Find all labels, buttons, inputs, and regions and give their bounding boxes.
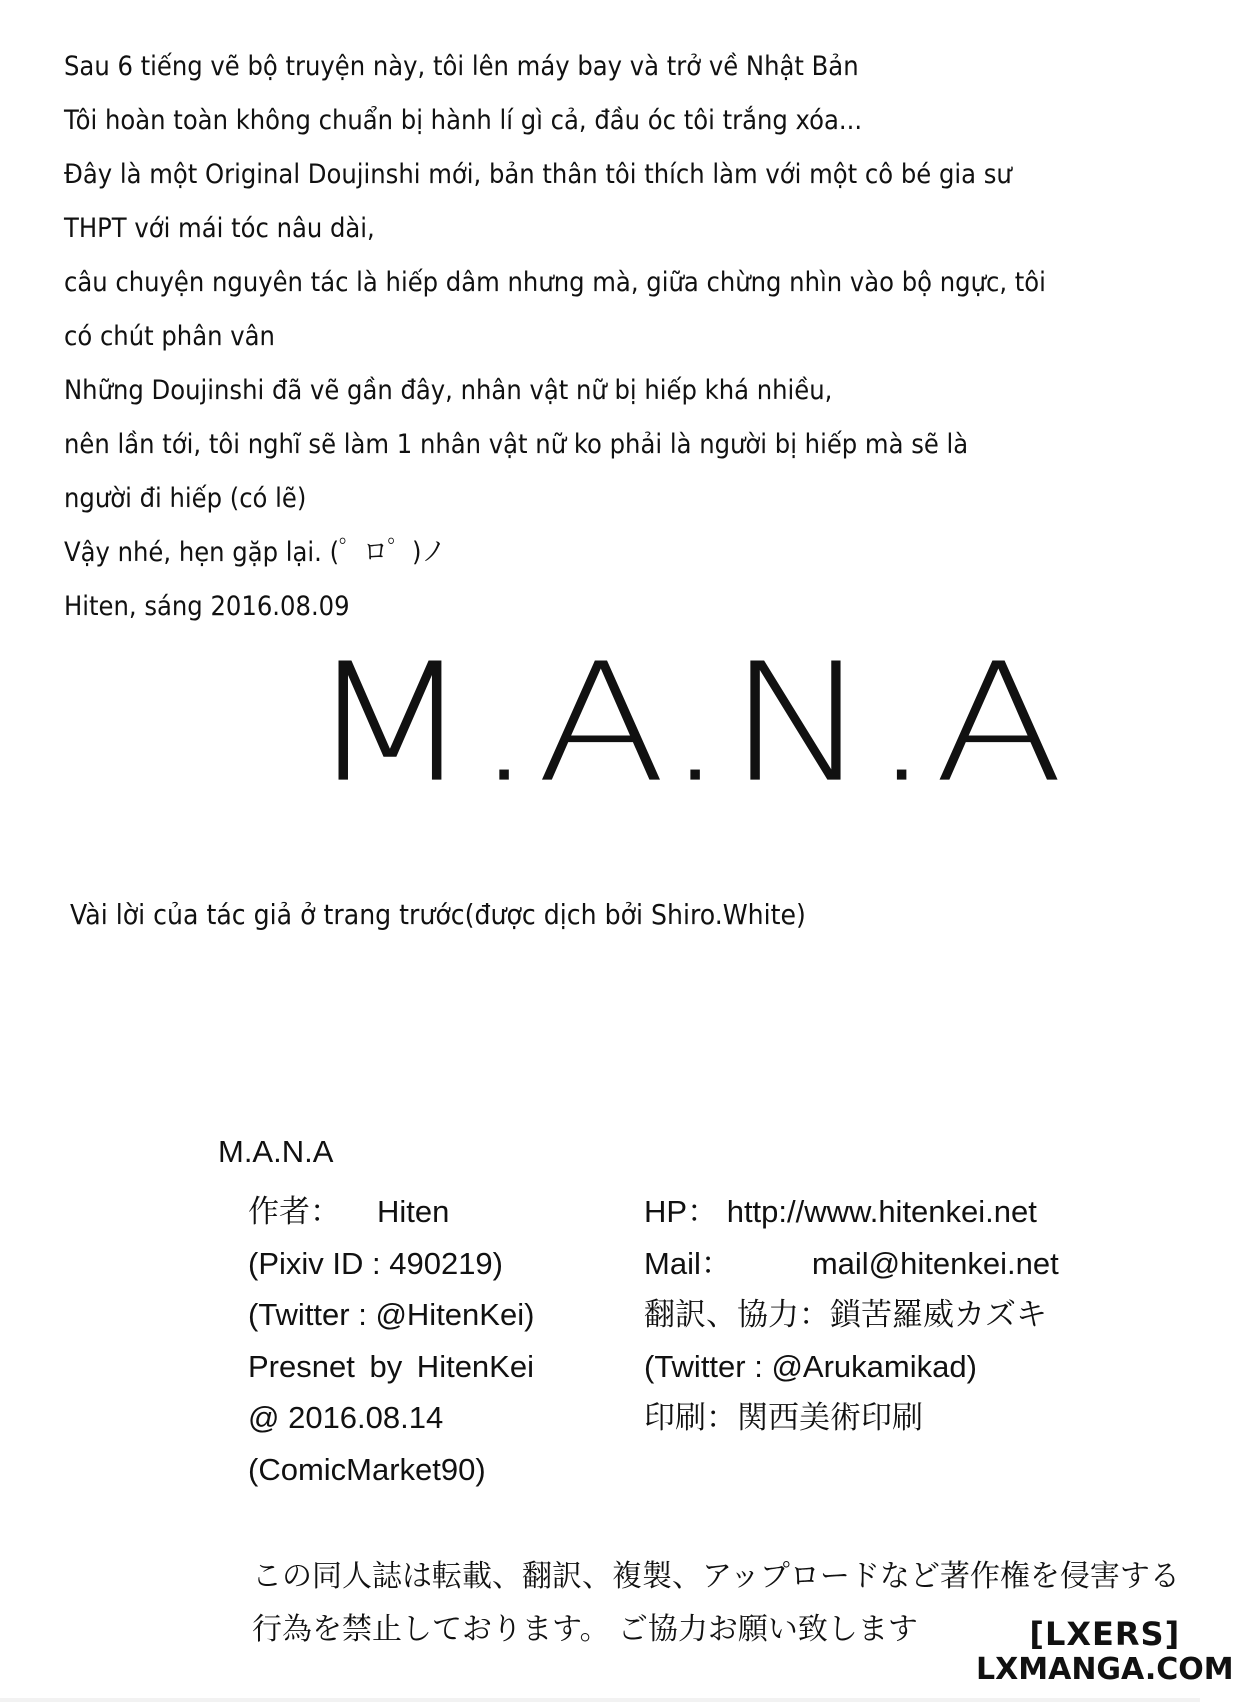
notice-line: この同人誌は転載、翻訳、複製、アップロードなど著作権を侵害する (252, 1560, 1180, 1593)
watermark-line2: LXMANGA.COM (976, 1652, 1234, 1687)
publish-date: @ 2016.08.14 (248, 1400, 444, 1435)
note-line: Những Doujinshi đã vẽ gần đây, nhân vật nữ bị hiếp khá nhiều, (64, 375, 833, 406)
homepage-url: http://www.hitenkei.net (726, 1194, 1037, 1229)
author-notes (64, 40, 1046, 634)
note-line: Tôi hoàn toàn không chuẩn bị hành lí gì cả, đầu óc tôi trắng xóa... (64, 105, 863, 136)
colophon-right-column (644, 1186, 1059, 1444)
event-name: (ComicMarket90) (248, 1451, 486, 1487)
note-line: có chút phân vân (64, 321, 275, 352)
translator-twitter: (Twitter : @Arukamikad) (644, 1348, 977, 1384)
note-line: Vậy nhé, hẹn gặp lại. (゜ロ゜)ノ (64, 537, 446, 568)
site-watermark (976, 1616, 1234, 1688)
author-name: Hiten (377, 1194, 450, 1229)
page-bottom-edge (0, 1698, 1200, 1702)
note-line: câu chuyện nguyên tác là hiếp dâm nhưng mà, giữa chừng nhìn vào bộ ngực, tôi (64, 267, 1046, 298)
author-label: 作者： (248, 1194, 341, 1229)
mana-logo-title: M.A.N.A (308, 628, 1066, 819)
note-line: nên lần tới, tôi nghĩ sẽ làm 1 nhân vật nữ ko phải là người bị hiếp mà sẽ là (64, 429, 969, 460)
note-signature: Hiten, sáng 2016.08.09 (64, 591, 350, 622)
printer-credit: 印刷：関西美術印刷 (644, 1400, 923, 1435)
homepage-row (644, 1186, 1059, 1238)
twitter-handle: (Twitter : @HitenKei) (248, 1297, 535, 1332)
colophon-left-column (248, 1186, 534, 1495)
note-line: THPT với mái tóc nâu dài, (64, 213, 375, 244)
note-line: Sau 6 tiếng vẽ bộ truyện này, tôi lên máy bay và trở về Nhật Bản (64, 51, 859, 82)
pixiv-id: (Pixiv ID : 490219) (248, 1245, 503, 1281)
colophon-title: M.A.N.A (218, 1134, 334, 1169)
translation-credit: 翻訳、協力：鎖苦羅威カズキ (644, 1297, 1047, 1332)
mail-value: mail@hitenkei.net (811, 1245, 1059, 1281)
author-row (248, 1186, 534, 1238)
translator-credit: Vài lời của tác giả ở trang trước(được dịch bởi Shiro.White) (70, 898, 806, 931)
notice-line: 行為を禁止しております。 ご協力お願い致します (252, 1613, 918, 1646)
presented-by: Presnet by HitenKei (248, 1348, 534, 1384)
mail-row (644, 1238, 1059, 1290)
homepage-label: HP： (644, 1194, 719, 1229)
note-line: Đây là một Original Doujinshi mới, bản thân tôi thích làm với một cô bé gia sư (64, 159, 1012, 190)
watermark-line1: [LXERS] (1029, 1615, 1181, 1653)
mail-label: Mail： (644, 1245, 732, 1281)
note-line: người đi hiếp (có lẽ) (64, 483, 307, 514)
